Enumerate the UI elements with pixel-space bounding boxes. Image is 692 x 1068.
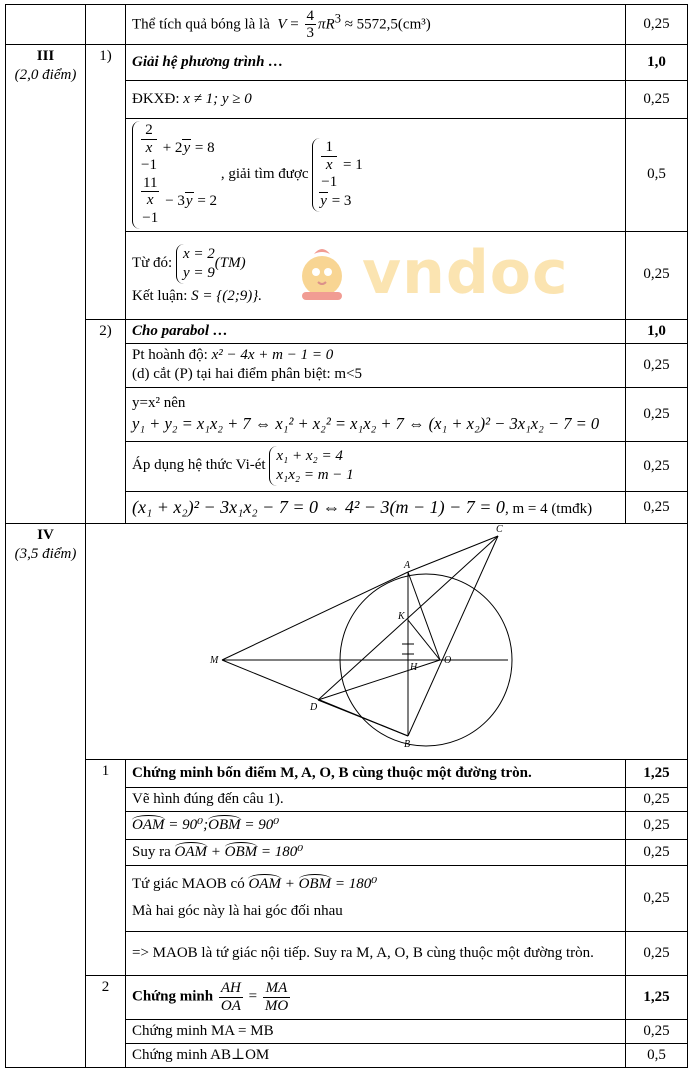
score-cell: 0,25 [626, 787, 688, 811]
vieta-eq2: x₁x₂ = m − 1 [276, 467, 354, 484]
row-q3-1 [6, 45, 688, 81]
score-cell: 0,25 [626, 491, 688, 523]
draw-text: Vẽ hình đúng đến câu 1). [126, 787, 626, 811]
fraction: $\frac{4}{3}$ [306, 7, 315, 41]
answer-cell: Chứng minh $\frac{AH}{OA}$ = $\frac{MA}{MO}$ [126, 975, 626, 1019]
question-number: 2 [86, 975, 126, 1067]
ab-om-text: Chứng minh AB⊥OM [126, 1044, 626, 1068]
score-cell: 1,25 [626, 975, 688, 1019]
question-number: 1 [86, 759, 126, 975]
solve-m-tail: , m = 4 (tmđk) [504, 500, 593, 517]
figure-cell [86, 523, 688, 759]
score-cell: 1,0 [626, 45, 688, 81]
label-a: A [404, 560, 411, 572]
intersect-eq: x² − 4x + m − 1 = 0 [211, 347, 334, 363]
answer-cell [126, 387, 626, 441]
answer-cell: Thể tích quả bóng là là V = $\frac{4}{3}$ $\pi R^3 \approx 5572,5(cm^3)$ [126, 5, 626, 45]
ball-volume-text: Thể tích quả bóng là là [132, 15, 270, 32]
part-cell [6, 523, 86, 1068]
quad-line1: Tứ giác MAOB có [132, 876, 245, 893]
answer-cell: OAM = 90⁰;OBM = 90⁰ [126, 811, 626, 839]
answer-cell: Tứ giác MAOB có OAM + OBM = 180⁰ Mà hai góc này là hai góc đối nhau [126, 865, 626, 931]
answer-cell [126, 441, 626, 491]
answer-cell [126, 119, 626, 232]
equation-system: 1 x −1 = 1 y = 3 [312, 138, 362, 212]
answer-cell: Suy ra OAM + OBM = 180⁰ [126, 839, 626, 865]
score-cell: 0,25 [626, 811, 688, 839]
score-cell: 0,5 [626, 119, 688, 232]
system-mid-text: , giải tìm được [220, 166, 309, 183]
intersect-text: Pt hoành độ: [132, 347, 208, 363]
row-q4-2 [6, 975, 688, 1019]
grading-table [5, 4, 688, 1068]
intersect-line2: (d) cắt (P) tại hai điểm phân biệt: m<5 [132, 366, 363, 383]
score-cell: 0,25 [626, 865, 688, 931]
answer-cell [126, 491, 626, 523]
score-cell: 0,25 [626, 931, 688, 975]
score-cell: 0,25 [626, 1019, 688, 1043]
row-figure [6, 523, 688, 759]
answer-cell [126, 81, 626, 119]
score-cell: 0,25 [626, 5, 688, 45]
score-cell: 0,25 [626, 343, 688, 387]
equation-system: x = 2 y = 9 [176, 244, 215, 284]
fraction: $\frac{AH}{OA}$ [220, 980, 241, 1014]
label-m: M [210, 655, 219, 667]
label-d: D [310, 702, 318, 714]
tm-text: (TM) [214, 255, 246, 272]
equation-system: 2 x −1 + 2y = 8 11 x −1 − 3y = 2 [132, 121, 217, 229]
watermark-text: vndoc [362, 238, 569, 308]
segment-cb [408, 536, 498, 736]
score-cell: 1,0 [626, 319, 688, 343]
ma-mb-text: Chứng minh MA = MB [126, 1019, 626, 1043]
segment-do [318, 660, 440, 700]
question-number: 2) [86, 319, 126, 523]
vieta-eq1: x₁ + x₂ = 4 [276, 448, 343, 465]
part-label: IV [37, 526, 54, 543]
segment-ao [408, 572, 440, 660]
label-h: H [410, 662, 418, 674]
score-cell: 0,25 [626, 231, 688, 319]
segment-ma [222, 572, 408, 660]
label-c: C [496, 524, 503, 536]
score-cell: 0,25 [626, 441, 688, 491]
row-q3-2 [6, 319, 688, 343]
row-ball-volume [6, 5, 688, 45]
conclusion-set: S = {(2;9)}. [191, 287, 263, 304]
quad-line2: Mà hai góc này là hai góc đối nhau [132, 903, 343, 920]
ball-volume-formula: ≈ 5572,5(cm³) [344, 15, 431, 32]
mascot-icon [292, 242, 354, 304]
label-b: B [404, 739, 411, 751]
part-cell [6, 45, 86, 524]
y-eq-equation: y₁ + y₂ = x₁x₂ + 7 ⇔ x₁² + x₂² = x₁x₂ + 7 ⇔ (x₁ + x₂)² − 3x₁x₂ − 7 = 0 [132, 414, 600, 434]
part-label: III [36, 48, 55, 64]
question-title: Chứng minh [132, 988, 214, 1005]
dkxd-cond: x ≠ 1; y ≥ 0 [183, 90, 252, 107]
vieta-text: Áp dụng hệ thức Vi-ét [132, 457, 266, 474]
empty-cell [86, 5, 126, 45]
sum-text: Suy ra [132, 843, 171, 860]
part-points: (2,0 điểm) [14, 67, 77, 84]
question-title: Chứng minh bốn điểm M, A, O, B cùng thuộc một đường tròn. [126, 759, 626, 787]
fraction: $\frac{MA}{MO}$ [264, 980, 289, 1014]
solve-m-eq: (x₁ + x₂)² − 3x₁x₂ − 7 = 0 ⇔ 4² − 3(m − 1) − 7 = 0 [132, 496, 505, 517]
score-cell: 0,25 [626, 839, 688, 865]
from-text: Từ đó: [132, 255, 173, 272]
conclusion-label: Kết luận: [132, 287, 188, 304]
dkxd-text: ĐKXĐ: [132, 90, 180, 107]
question-number: 1) [86, 45, 126, 320]
question-title: Cho parabol … [126, 319, 626, 343]
equation-system [269, 446, 353, 486]
question-title: Giải hệ phương trình … [126, 45, 626, 81]
concl-text: => MAOB là tứ giác nội tiếp. Suy ra M, A, O, B cùng thuộc một đường tròn. [126, 931, 626, 975]
answer-cell [126, 343, 626, 387]
y-eq-line1: y=x² nên [132, 395, 186, 412]
score-cell: 0,5 [626, 1044, 688, 1068]
label-k: K [398, 611, 405, 623]
score-cell: 0,25 [626, 387, 688, 441]
geometry-figure [86, 524, 686, 758]
row-q4-1 [6, 759, 688, 787]
watermark-logo [290, 238, 590, 308]
empty-cell [6, 5, 86, 45]
label-o: O [444, 655, 452, 667]
segment-db [318, 700, 408, 736]
score-cell: 0,25 [626, 81, 688, 119]
score-cell: 1,25 [626, 759, 688, 787]
part-points: (3,5 điểm) [14, 545, 77, 562]
